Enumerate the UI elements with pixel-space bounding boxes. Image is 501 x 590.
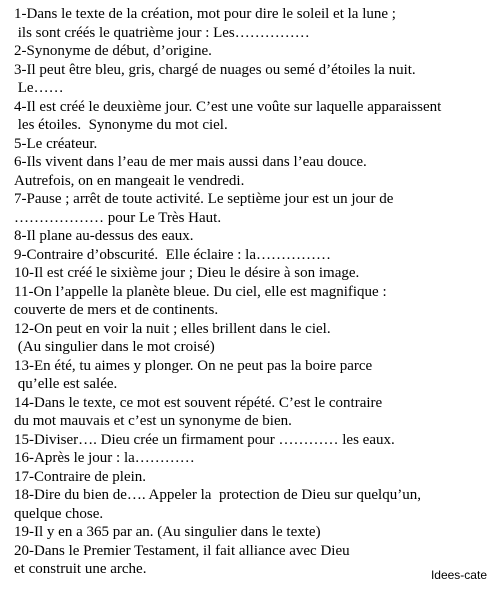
clue-line: 3-Il peut être bleu, gris, chargé de nuages ou semé d’étoiles la nuit.	[14, 61, 416, 78]
clue-line: 1-Dans le texte de la création, mot pour dire le soleil et la lune ;	[14, 6, 396, 22]
clue-line: les étoiles. Synonyme du mot ciel.	[14, 117, 228, 133]
clue-line: 14-Dans le texte, ce mot est souvent répété. C’est le contraire	[14, 394, 383, 411]
clue-line: quelque chose.	[14, 505, 104, 522]
clue-line: qu’elle est salée.	[14, 376, 118, 392]
clue-line: 19-Il y en a 365 par an. (Au singulier dans le texte)	[14, 524, 321, 540]
clue-line: ……………… pour Le Très Haut.	[14, 209, 222, 226]
clue-line: 20-Dans le Premier Testament, il fait alliance avec Dieu	[14, 542, 350, 559]
clue-line: 16-Après le jour : la…………	[14, 450, 195, 466]
clue-line: 9-Contraire d’obscurité. Elle éclaire : la……………	[14, 246, 331, 263]
clue-line: 15-Diviser…. Dieu crée un firmament pour ………… les eaux.	[14, 431, 395, 448]
clue-line: couverte de mers et de continents.	[14, 302, 219, 318]
credit-label: Idees-cate	[430, 568, 487, 582]
clue-line: 13-En été, tu aimes y plonger. On ne peut pas la boire parce	[14, 357, 373, 374]
clue-line: Autrefois, on en mangeait le vendredi.	[14, 172, 245, 189]
clue-line: 6-Ils vivent dans l’eau de mer mais aussi dans l’eau douce.	[14, 154, 367, 170]
clue-line: 4-Il est créé le deuxième jour. C’est une voûte sur laquelle apparaissent	[14, 98, 442, 115]
clue-line: Le……	[14, 80, 64, 96]
clue-line: 10-Il est créé le sixième jour ; Dieu le désire à son image.	[14, 265, 360, 281]
clue-line: 2-Synonyme de début, d’origine.	[14, 43, 212, 59]
clue-line: ils sont créés le quatrième jour : Les……………	[14, 24, 310, 41]
clue-line: 5-Le créateur.	[14, 135, 98, 152]
clue-line: 8-Il plane au-dessus des eaux.	[14, 228, 194, 244]
clue-line: 18-Dire du bien de…. Appeler la protection de Dieu sur quelqu’un,	[14, 487, 421, 503]
clue-line: et construit une arche.	[14, 561, 147, 577]
clue-line: du mot mauvais et c’est un synonyme de bien.	[14, 413, 292, 429]
clue-line: 7-Pause ; arrêt de toute activité. Le septième jour est un jour de	[14, 191, 394, 207]
clue-line: (Au singulier dans le mot croisé)	[14, 339, 215, 355]
clue-list	[14, 5, 494, 579]
clue-line: 11-On l’appelle la planète bleue. Du ciel, elle est magnifique :	[14, 283, 387, 300]
clue-line: 17-Contraire de plein.	[14, 468, 147, 485]
clue-line: 12-On peut en voir la nuit ; elles brillent dans le ciel.	[14, 320, 331, 337]
